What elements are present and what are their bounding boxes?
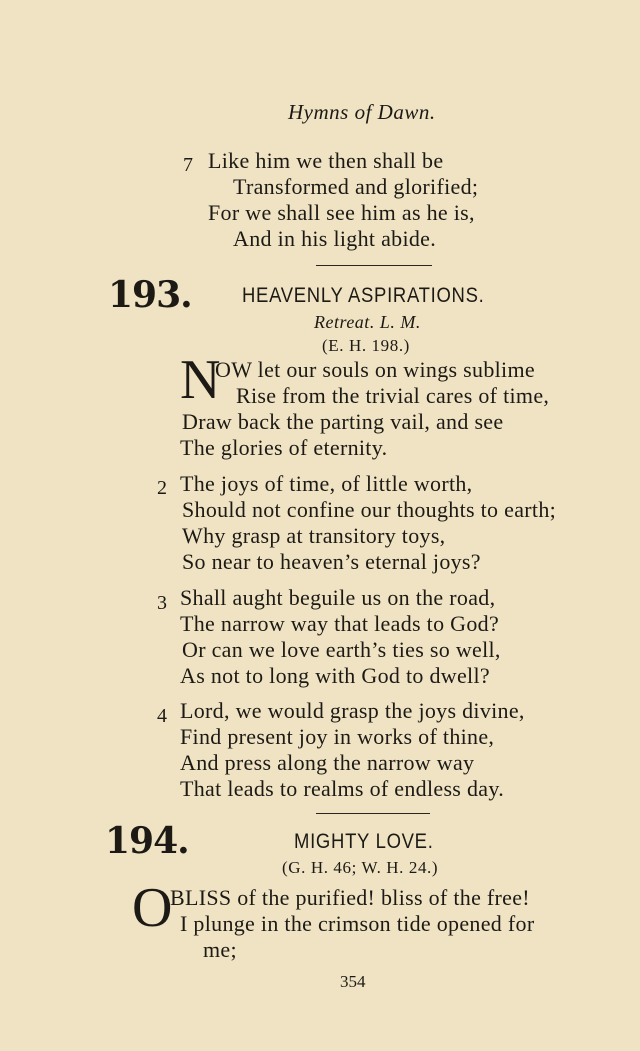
drop-cap: O [132,877,173,939]
verse-number: 4 [157,705,168,727]
hymn-reference: (G. H. 46; W. H. 24.) [282,858,439,877]
verse-line: The narrow way that leads to God? [180,611,500,636]
verse-line: Or can we love earth’s ties so well, [182,637,501,662]
hymn-number: 194. [105,820,189,862]
hymn-reference: (E. H. 198.) [322,336,410,355]
verse-line: Lord, we would grasp the joys divine, [180,698,525,723]
verse-number: 7 [183,154,194,176]
hymn-number: 193. [108,274,192,316]
drop-cap: N [180,349,221,411]
hymn-title: MIGHTY LOVE. [294,830,434,853]
verse-line: As not to long with God to dwell? [180,663,490,688]
verse-line: Like him we then shall be [208,148,444,173]
verse-line: And press along the narrow way [180,750,475,775]
page-number: 354 [340,972,366,991]
verse-line: Rise from the trivial cares of time, [236,383,550,408]
verse-line: Draw back the parting vail, and see [182,409,504,434]
verse-line: The glories of eternity. [180,435,388,460]
verse-line: Should not confine our thoughts to earth; [182,497,557,522]
verse-line: That leads to realms of endless day. [180,776,504,801]
verse-line: BLISS of the purified! bliss of the free! [170,885,530,910]
verse-line: Find present joy in works of thine, [180,724,495,749]
verse-line: me; [203,937,237,962]
verse-line: Shall aught beguile us on the road, [180,585,496,610]
verse-line: Transformed and glorified; [233,174,479,199]
section-divider [316,265,432,266]
verse-number: 3 [157,592,168,614]
hymn-title: HEAVENLY ASPIRATIONS. [242,284,485,307]
verse-line: I plunge in the crimson tide opened for [180,911,535,936]
verse-line: Why grasp at transitory toys, [182,523,446,548]
verse-line: For we shall see him as he is, [208,200,475,225]
section-divider [316,813,430,814]
verse-line: The joys of time, of little worth, [180,471,473,496]
tune-name: Retreat. L. M. [314,312,421,332]
verse-line: And in his light abide. [233,226,437,251]
verse-line: So near to heaven’s eternal joys? [182,549,481,574]
running-title: Hymns of Dawn. [288,100,436,124]
verse-number: 2 [157,477,168,499]
verse-line: OW let our souls on wings sublime [215,357,535,382]
